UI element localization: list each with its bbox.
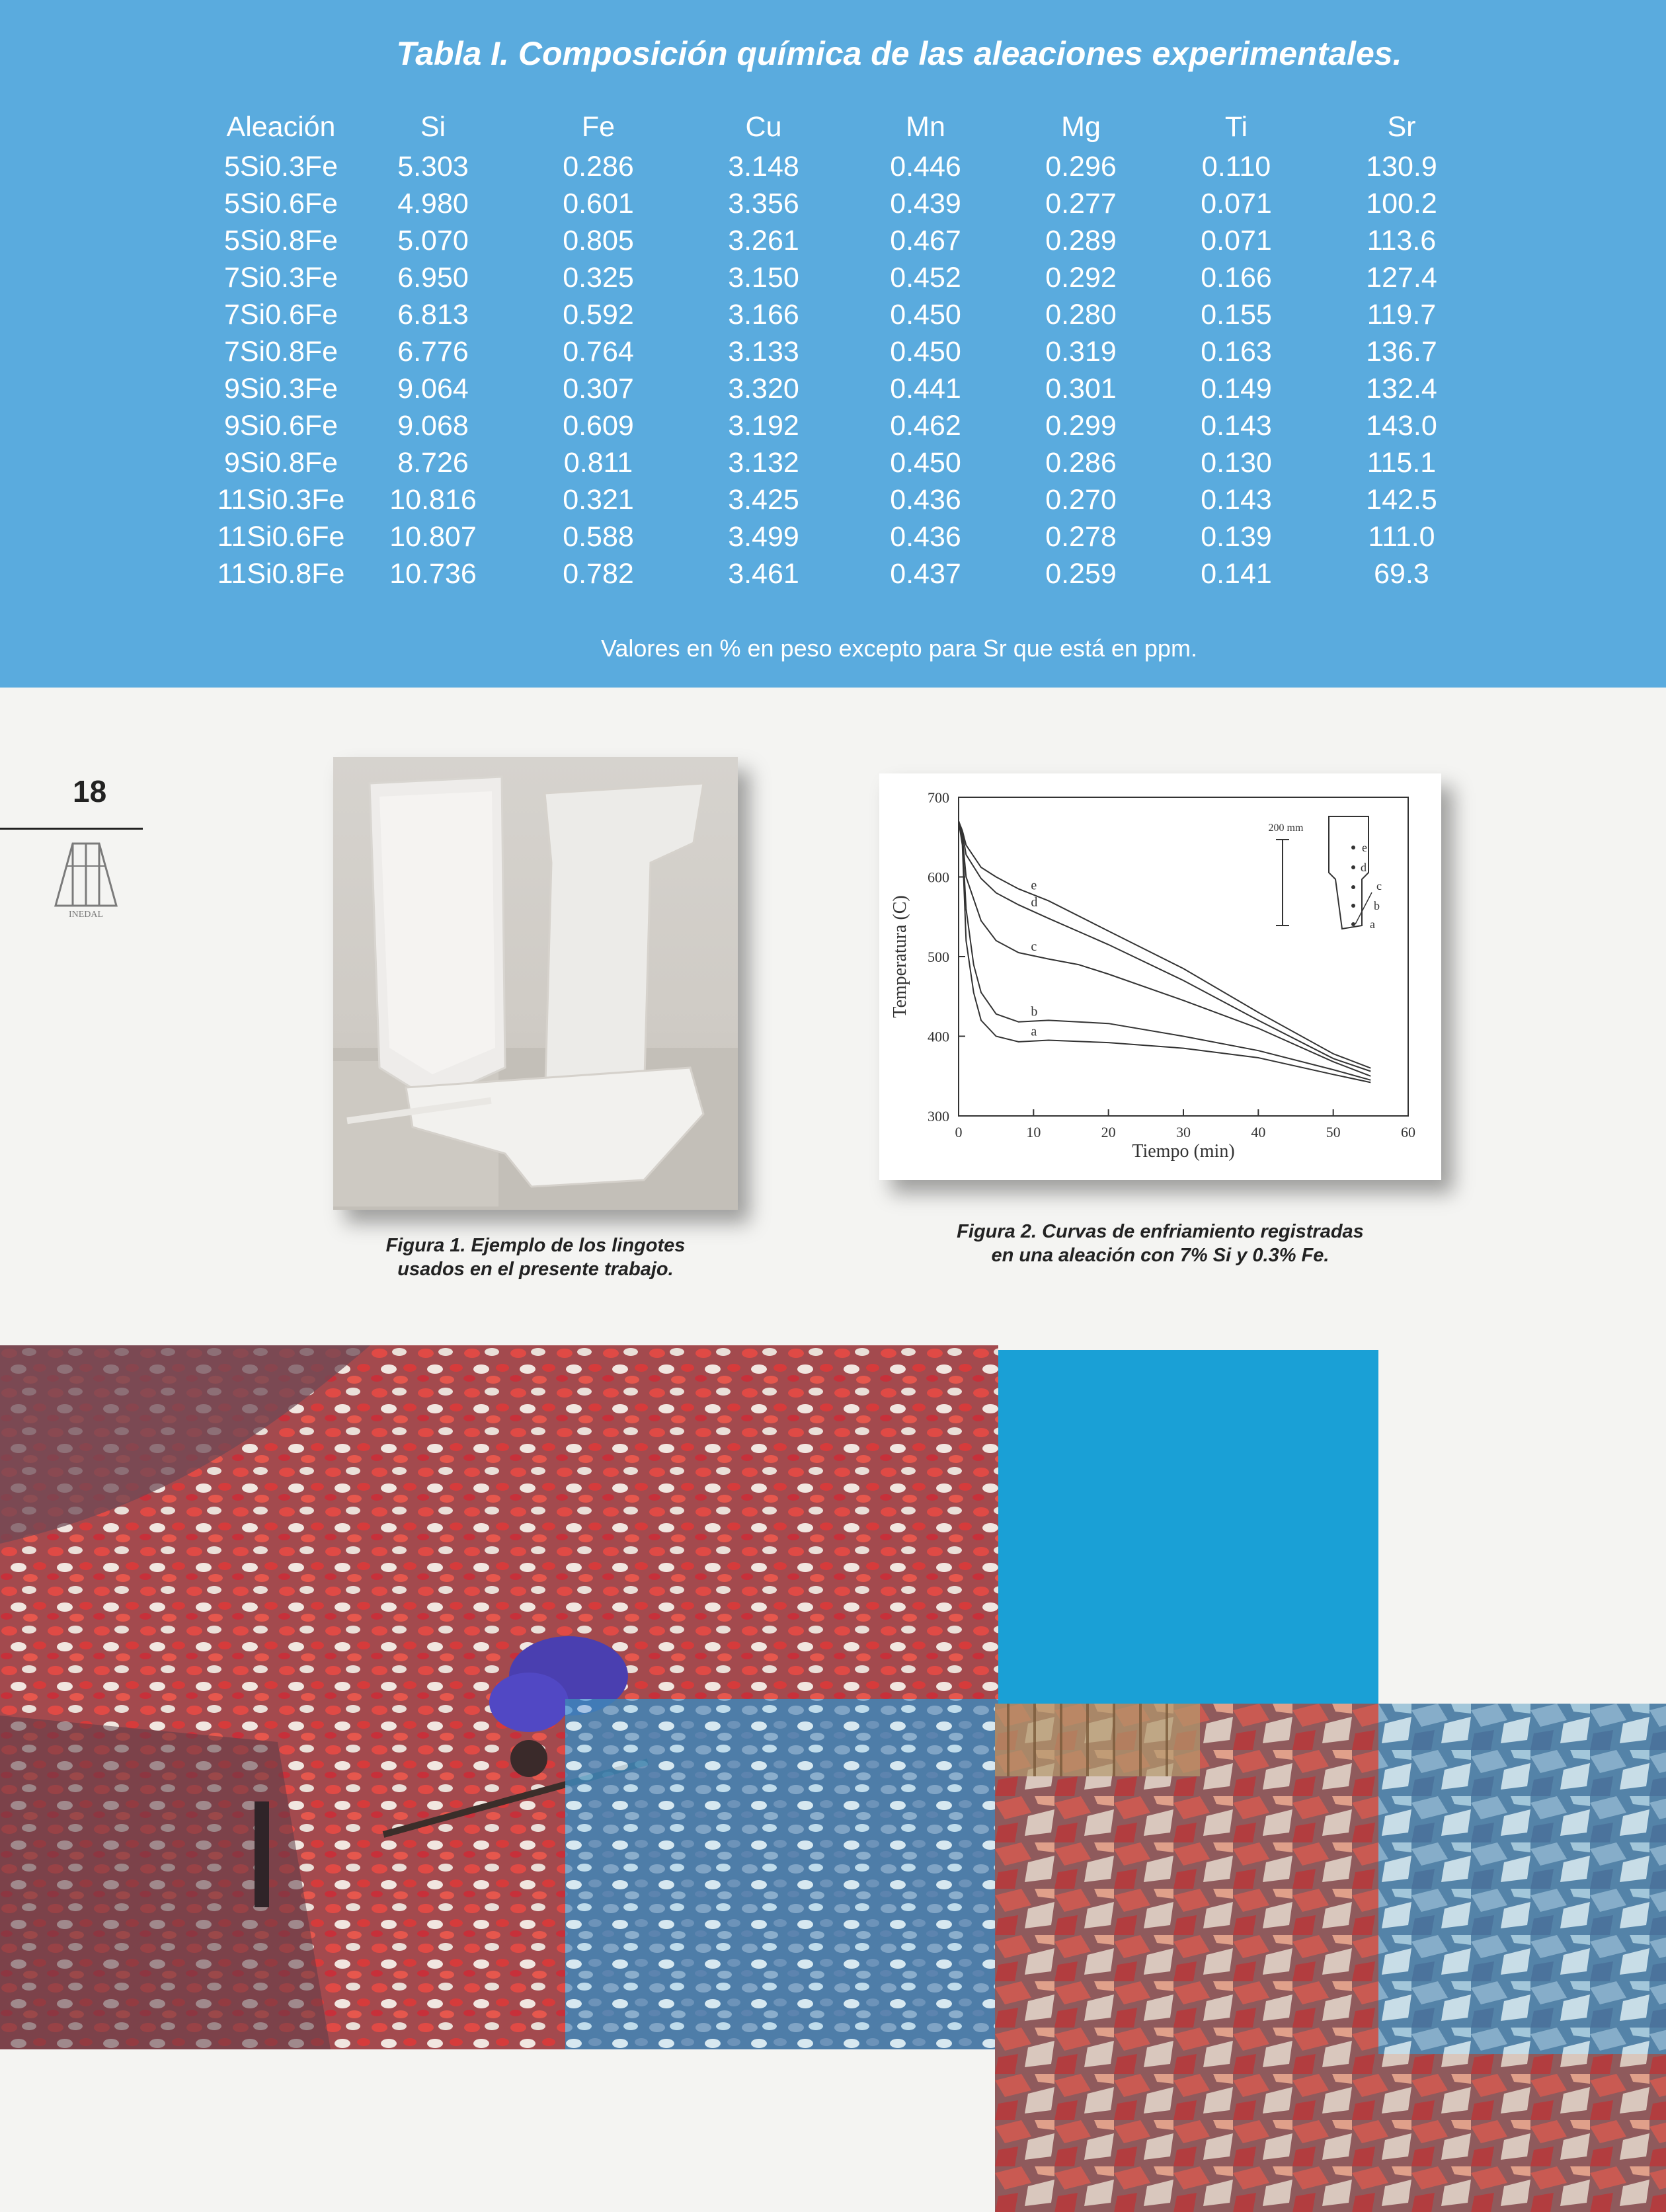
table-row (212, 370, 1488, 407)
table-cell: 0.321 (563, 484, 634, 516)
table-cell: 0.782 (563, 558, 634, 590)
table-cell: 3.356 (728, 188, 799, 219)
table-header-cell: Aleación (226, 111, 336, 143)
table-row (212, 518, 1488, 555)
table-cell: 0.289 (1045, 225, 1117, 257)
table-cell: 3.133 (728, 336, 799, 368)
compressed-scrap-photo (995, 1704, 1666, 2212)
chart-ticks (928, 789, 1415, 1140)
table-cell: 132.4 (1366, 373, 1437, 405)
table-header-cell: Mn (906, 111, 945, 143)
chart-x-tick-label: 60 (1401, 1124, 1415, 1140)
table-cell: 6.813 (397, 299, 469, 331)
table-cell: 0.141 (1201, 558, 1272, 590)
table-cell: 0.278 (1045, 521, 1117, 553)
chart-series-label-e: e (1031, 878, 1037, 893)
svg-text:a: a (1370, 918, 1375, 931)
table-cell: 0.437 (890, 558, 961, 590)
table-cell: 3.132 (728, 447, 799, 479)
table-cell: 6.950 (397, 262, 469, 294)
chart-y-axis-label: Temperatura (C) (890, 895, 910, 1018)
table-row (212, 259, 1488, 296)
table-cell: 0.450 (890, 336, 961, 368)
chart-y-tick-label: 600 (928, 869, 949, 886)
table-cell: 0.270 (1045, 484, 1117, 516)
table-cell: 3.192 (728, 410, 799, 442)
table-cell: 3.150 (728, 262, 799, 294)
table-cell: 0.467 (890, 225, 961, 257)
table-cell: 69.3 (1374, 558, 1429, 590)
table-cell: 0.805 (563, 225, 634, 257)
figure2-cooling-curves-chart (879, 773, 1441, 1180)
svg-text:e: e (1362, 841, 1367, 854)
table-cell: 0.441 (890, 373, 961, 405)
table-cell: 9Si0.3Fe (223, 373, 338, 405)
table-row (212, 333, 1488, 370)
table-note: Valores en % en peso excepto para Sr que está en ppm. (601, 635, 1197, 662)
chart-plot-frame (959, 797, 1408, 1116)
table-cell: 5.070 (397, 225, 469, 257)
table-cell: 0.259 (1045, 558, 1117, 590)
table-header-row (212, 106, 1488, 148)
table-cell: 9Si0.8Fe (223, 447, 338, 479)
table-cell: 0.299 (1045, 410, 1117, 442)
svg-text:c: c (1376, 879, 1382, 892)
table-row (212, 481, 1488, 518)
chart-x-axis-label: Tiempo (min) (1132, 1141, 1235, 1162)
table-cell: 0.450 (890, 299, 961, 331)
chart-series-lines (959, 821, 1370, 1082)
table-cell: 0.277 (1045, 188, 1117, 219)
table-cell: 11Si0.3Fe (217, 484, 345, 516)
chart-x-tick-label: 0 (955, 1124, 963, 1140)
table-cell: 5.303 (397, 151, 469, 182)
figure1-ingots-photo (333, 757, 738, 1210)
table-cell: 0.319 (1045, 336, 1117, 368)
table-cell: 0.292 (1045, 262, 1117, 294)
table-cell: 0.452 (890, 262, 961, 294)
chart-series-line-d (959, 821, 1370, 1071)
table-cell: 0.592 (563, 299, 634, 331)
composition-table (212, 106, 1488, 592)
page-number-rule (0, 828, 143, 830)
chart-series-line-c (959, 821, 1370, 1076)
table-cell: 127.4 (1366, 262, 1437, 294)
table-cell: 0.446 (890, 151, 961, 182)
table-cell: 3.425 (728, 484, 799, 516)
table-cell: 0.436 (890, 484, 961, 516)
table-cell: 7Si0.6Fe (223, 299, 338, 331)
table-header-cell: Cu (745, 111, 782, 143)
table-cell: 0.307 (563, 373, 634, 405)
table-header-cell: Sr (1387, 111, 1416, 143)
table-cell: 0.143 (1201, 410, 1272, 442)
table-cell: 0.166 (1201, 262, 1272, 294)
decorative-blue-square (998, 1350, 1378, 1704)
table-cell: 5Si0.8Fe (223, 225, 338, 257)
table-cell: 3.166 (728, 299, 799, 331)
table-header-cell: Si (420, 111, 446, 143)
table-cell: 0.286 (563, 151, 634, 182)
table-row (212, 222, 1488, 259)
table-cell: 0.325 (563, 262, 634, 294)
table-cell: 0.110 (1201, 151, 1271, 182)
inedal-logo (53, 840, 119, 919)
table-cell: 0.450 (890, 447, 961, 479)
table-cell: 7Si0.8Fe (223, 336, 338, 368)
table-cell: 3.261 (728, 225, 799, 257)
table-cell: 0.163 (1201, 336, 1272, 368)
table-cell: 9Si0.6Fe (223, 410, 338, 442)
figure2-caption-line2: en una aleación con 7% Si y 0.3% Fe. (991, 1245, 1329, 1266)
table-cell: 3.499 (728, 521, 799, 553)
table-cell: 8.726 (397, 447, 469, 479)
table-cell: 111.0 (1368, 521, 1435, 553)
table-cell: 5Si0.3Fe (223, 151, 338, 182)
figure2-caption (879, 1220, 1441, 1267)
table-cell: 119.7 (1367, 299, 1437, 331)
chart-x-tick-label: 10 (1026, 1124, 1041, 1140)
figure1-caption (333, 1234, 738, 1281)
table-row (212, 148, 1488, 185)
table-cell: 10.807 (389, 521, 477, 553)
figure2-caption-line1: Figura 2. Curvas de enfriamiento registradas (957, 1221, 1364, 1242)
svg-text:INEDAL: INEDAL (68, 910, 104, 919)
table-cell: 3.461 (728, 558, 799, 590)
chart-series-label-c: c (1031, 939, 1037, 954)
table-header-cell: Ti (1224, 111, 1248, 143)
table-header-cell: Mg (1061, 111, 1101, 143)
table-title: Tabla I. Composición química de las aleaciones experimentales. (396, 35, 1402, 72)
table-row (212, 296, 1488, 333)
table-cell: 136.7 (1366, 336, 1437, 368)
chart-y-tick-label: 500 (928, 949, 949, 965)
svg-text:d: d (1361, 861, 1367, 874)
chart-x-tick-label: 30 (1176, 1124, 1191, 1140)
table-cell: 0.462 (890, 410, 961, 442)
table-cell: 0.436 (890, 521, 961, 553)
chart-x-tick-label: 40 (1251, 1124, 1266, 1140)
table-cell: 0.764 (563, 336, 634, 368)
table-cell: 0.280 (1045, 299, 1117, 331)
chart-series-line-a (959, 821, 1370, 1082)
table-cell: 0.149 (1201, 373, 1272, 405)
table-cell: 100.2 (1366, 188, 1437, 219)
figure1-caption-line2: usados en el presente trabajo. (397, 1259, 674, 1280)
table-cell: 5Si0.6Fe (223, 188, 338, 219)
table-body (212, 148, 1488, 592)
table-cell: 0.143 (1201, 484, 1272, 516)
table-cell: 0.130 (1201, 447, 1272, 479)
table-cell: 113.6 (1367, 225, 1437, 257)
chart-series-line-e (959, 821, 1370, 1068)
table-cell: 0.601 (563, 188, 634, 219)
svg-text:b: b (1374, 899, 1380, 912)
table-cell: 142.5 (1366, 484, 1437, 516)
chart-series-label-d: d (1031, 894, 1038, 910)
page-number: 18 (73, 774, 107, 809)
chart-x-tick-label: 20 (1101, 1124, 1116, 1140)
table-cell: 115.1 (1367, 447, 1437, 479)
chart-y-tick-label: 400 (928, 1028, 949, 1045)
table-cell: 9.064 (397, 373, 469, 405)
table-cell: 0.609 (563, 410, 634, 442)
chart-x-tick-label: 50 (1326, 1124, 1341, 1140)
table-cell: 0.139 (1201, 521, 1272, 553)
chart-series-label-b: b (1031, 1004, 1038, 1019)
table-cell: 11Si0.8Fe (217, 558, 345, 590)
chart-y-tick-label: 300 (928, 1108, 949, 1125)
table-cell: 3.320 (728, 373, 799, 405)
table-cell: 4.980 (397, 188, 469, 219)
table-cell: 9.068 (397, 410, 469, 442)
table-cell: 0.071 (1201, 225, 1272, 257)
table-cell: 0.588 (563, 521, 634, 553)
table-cell: 0.811 (563, 447, 633, 479)
table-row (212, 444, 1488, 481)
chart-inset-mold-schematic (1269, 816, 1382, 931)
table-cell: 143.0 (1366, 410, 1437, 442)
recycling-cans-photo (0, 1345, 998, 2049)
table-cell: 3.148 (728, 151, 799, 182)
table-row (212, 185, 1488, 222)
table-cell: 7Si0.3Fe (223, 262, 338, 294)
table-cell: 0.301 (1045, 373, 1117, 405)
table-cell: 0.296 (1045, 151, 1117, 182)
table-cell: 0.286 (1045, 447, 1117, 479)
chart-series-labels (1031, 879, 1037, 1039)
table-cell: 6.776 (397, 336, 469, 368)
table-header-cell: Fe (581, 111, 615, 143)
chart-inset-scale-label: 200 mm (1268, 822, 1304, 834)
chart-y-tick-label: 700 (928, 789, 949, 806)
table-cell: 0.155 (1201, 299, 1272, 331)
table-row (212, 407, 1488, 444)
table-cell: 10.816 (389, 484, 477, 516)
table-cell: 10.736 (389, 558, 477, 590)
figure1-caption-line1: Figura 1. Ejemplo de los lingotes (385, 1235, 686, 1256)
table-row (212, 555, 1488, 592)
table-cell: 130.9 (1366, 151, 1437, 182)
table-cell: 0.439 (890, 188, 961, 219)
table-cell: 11Si0.6Fe (217, 521, 345, 553)
chart-series-label-a: a (1031, 1024, 1037, 1039)
table-cell: 0.071 (1201, 188, 1272, 219)
